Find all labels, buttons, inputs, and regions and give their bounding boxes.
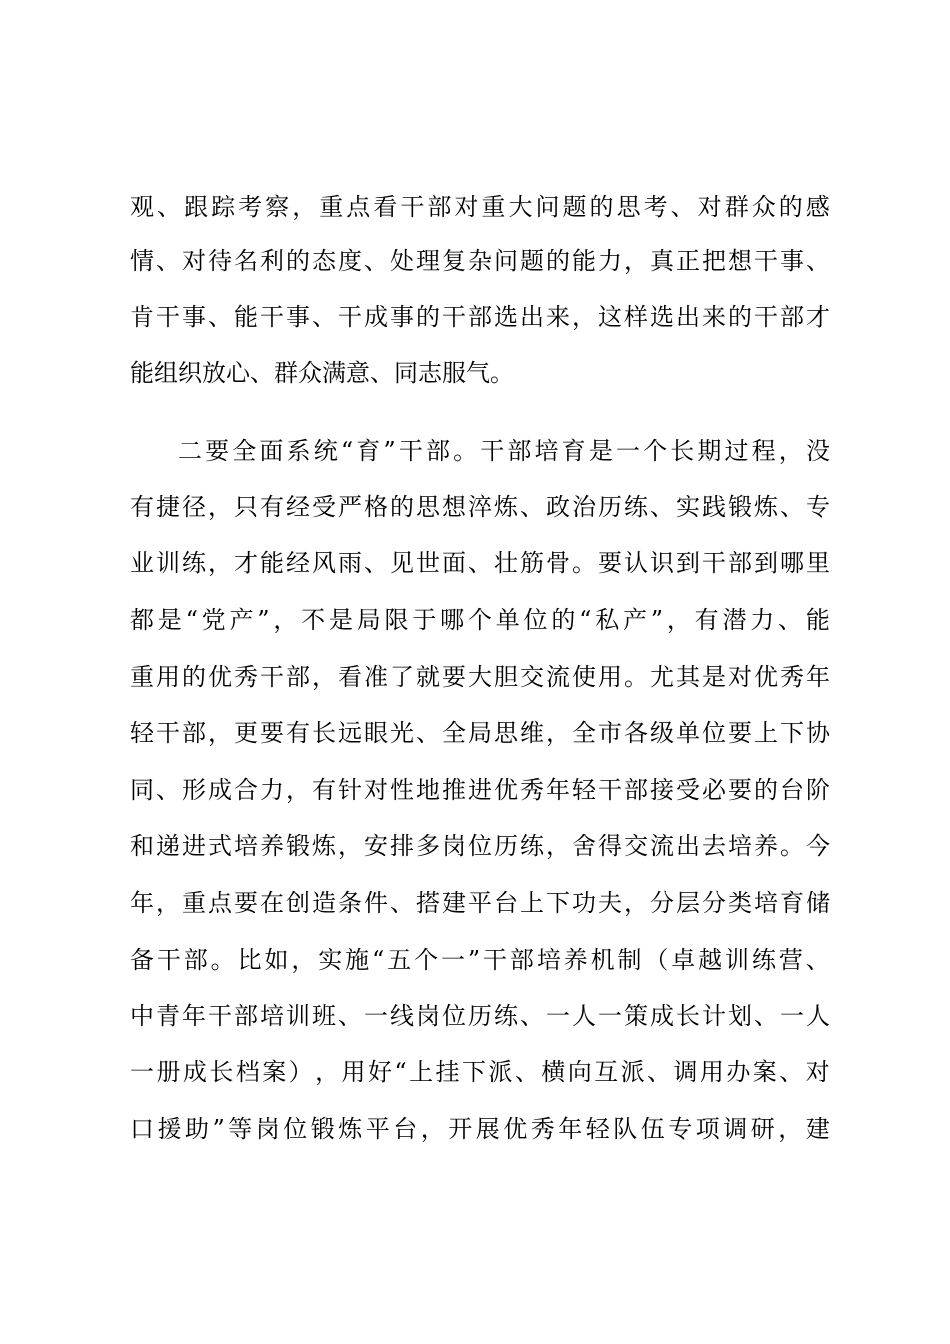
paragraph-2-line-1: 二 要 全 面 系 统 “ 育 ” 干 部 。 干 部 培 育 是 一 个 长 期 过 程 ， 没 bbox=[178, 437, 830, 465]
paragraph-2-line-11: 中 青 年 干 部 培 训 班 、 一 线 岗 位 历 练 、 一 人 一 策 成 长 计 划 、 一 人 bbox=[130, 1002, 830, 1030]
paragraph-1-line-1: 观 、 跟 踪 考 察 ， 重 点 看 干 部 对 重 大 问 题 的 思 考 、 对 群 众 的 感 bbox=[130, 193, 830, 221]
paragraph-2-line-13: 口 援 助 ” 等 岗 位 锻 炼 平 台 ， 开 展 优 秀 年 轻 队 伍 专 项 调 研 ， 建 bbox=[130, 1115, 830, 1143]
paragraph-2-line-7: 同 、 形 成 合 力 ， 有 针 对 性 地 推 进 优 秀 年 轻 干 部 接 受 必 要 的 台 阶 bbox=[130, 776, 830, 804]
paragraph-2-line-4: 都 是 “ 党 产 ” ， 不 是 局 限 于 哪 个 单 位 的 “ 私 产 ” ， 有 潜 力 、 能 bbox=[130, 606, 830, 634]
paragraph-2-line-6: 轻 干 部 ， 更 要 有 长 远 眼 光 、 全 局 思 维 ， 全 市 各 级 单 位 要 上 下 协 bbox=[130, 719, 830, 747]
paragraph-2-line-9: 年 ， 重 点 要 在 创 造 条 件 、 搭 建 平 台 上 下 功 夫 ， 分 层 分 类 培 育 储 bbox=[130, 889, 830, 917]
paragraph-2-line-2: 有 捷 径 ， 只 有 经 受 严 格 的 思 想 淬 炼 、 政 治 历 练 、 实 践 锻 炼 、 专 bbox=[130, 493, 830, 521]
paragraph-1-line-3: 肯 干 事 、 能 干 事 、 干 成 事 的 干 部 选 出 来 ， 这 样 选 出 来 的 干 部 才 bbox=[130, 303, 830, 331]
paragraph-2-line-5: 重 用 的 优 秀 干 部 ， 看 准 了 就 要 大 胆 交 流 使 用 。 尤 其 是 对 优 秀 年 bbox=[130, 663, 830, 691]
paragraph-1-line-2: 情 、 对 待 名 利 的 态 度 、 处 理 复 杂 问 题 的 能 力 ， 真 正 把 想 干 事 、 bbox=[130, 247, 830, 275]
paragraph-2-line-12: 一 册 成 长 档 案 ） ， 用 好 “ 上 挂 下 派 、 横 向 互 派 、 调 用 办 案 、 对 bbox=[130, 1058, 830, 1086]
paragraph-2-line-3: 业 训 练 ， 才 能 经 风 雨 、 见 世 面 、 壮 筋 骨 。 要 认 识 到 干 部 到 哪 里 bbox=[130, 549, 830, 577]
paragraph-2-line-8: 和 递 进 式 培 养 锻 炼 ， 安 排 多 岗 位 历 练 ， 舍 得 交 流 出 去 培 养 。 今 bbox=[130, 832, 830, 860]
paragraph-1-line-4: 能 组 织 放 心 、 群 众 满 意 、 同 志 服 气 。 bbox=[130, 359, 514, 387]
paragraph-2-line-10: 备 干 部 。 比 如 ， 实 施 “ 五 个 一 ” 干 部 培 养 机 制 （ 卓 越 训 练 营 、 bbox=[130, 946, 830, 974]
